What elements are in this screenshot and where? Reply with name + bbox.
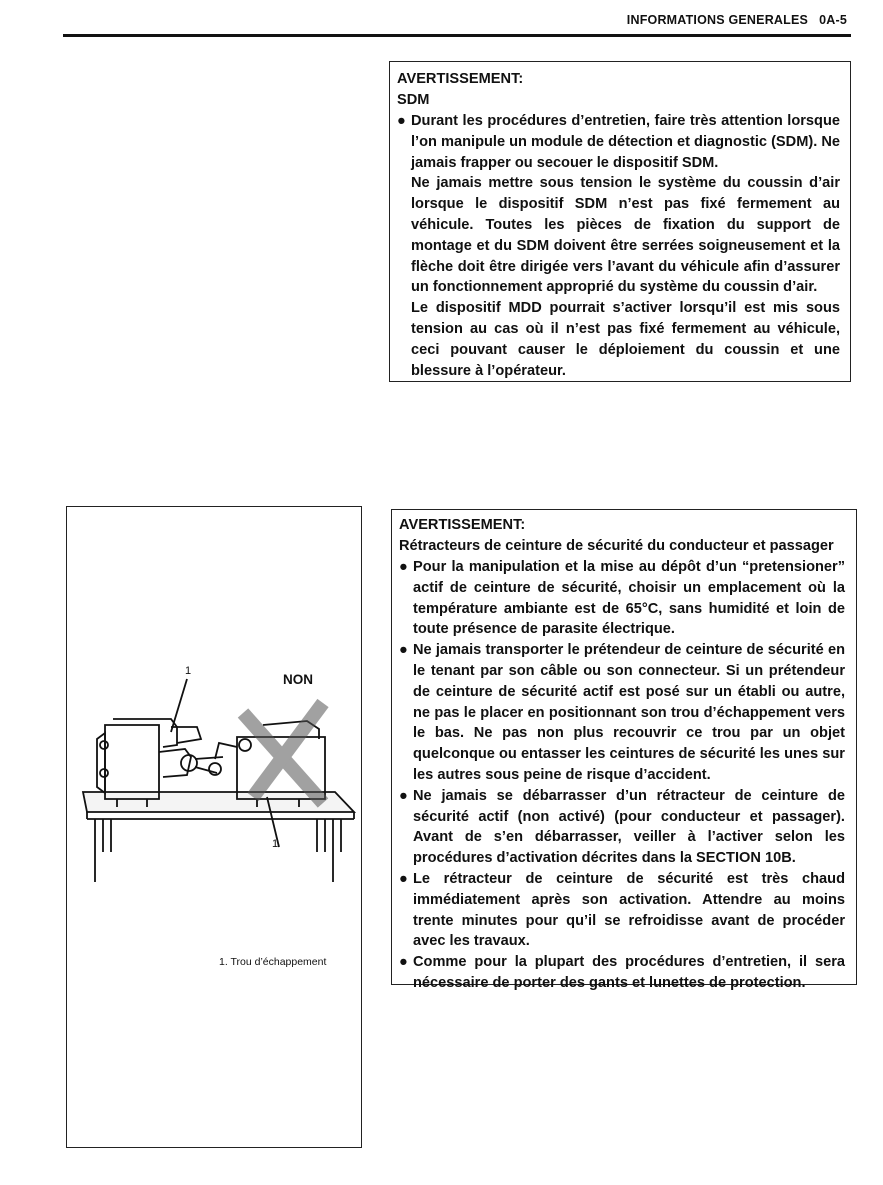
- warning-box-pretensioner: [391, 509, 857, 991]
- warning-bullet-text: Ne jamais se débarrasser d’un rétracteur de ceinture de sécurité actif (non activé) (pour conducteur et passager). Avant de s’en débarrasser, veiller à l’activer selon les procédures d’activation décrites dans la SECTION 10B.: [413, 787, 845, 867]
- bullet-icon: ●: [399, 642, 408, 659]
- warning-subtitle: Rétracteurs de ceinture de sécurité du conducteur et passager: [399, 538, 834, 554]
- callout-label: 1: [185, 665, 192, 677]
- warning-bullet-text: Comme pour la plupart des procédures d’entretien, il sera nécessaire de porter des gants et lunettes de protection.: [413, 954, 845, 991]
- warning-paragraph: Ne jamais mettre sous tension le système du coussin d’air lorsque le dispositif SDM n’est pas fixé fermement au véhicule. Toutes les pièces de fixation du support de montage et du SDM doivent être serrées soigneusement et la flèche doit être dirigée vers l’avant du véhicule afin d’assurer un fonctionnement approprié du système du coussin d’air.: [411, 175, 840, 296]
- warning-subtitle: SDM: [397, 92, 430, 108]
- figure-box: [66, 506, 362, 1148]
- warning-title: AVERTISSEMENT:: [397, 71, 524, 87]
- bullet-icon: ●: [399, 787, 408, 804]
- page-number: 0A-5: [819, 13, 847, 27]
- bullet-icon: ●: [399, 559, 408, 575]
- warning-bullet-text: Le rétracteur de ceinture de sécurité est très chaud immédiatement après son activation. Attendre au moins trente minutes pour qu’il se refroidisse avant de procéder avec les travaux.: [413, 870, 845, 950]
- bullet-icon: ●: [397, 113, 406, 129]
- warning-bullet: [399, 640, 845, 786]
- section-title: INFORMATIONS GENERALES: [626, 13, 809, 27]
- warning-bullet: [399, 952, 845, 994]
- non-label: NON: [283, 672, 313, 687]
- warning-paragraph: Durant les procédures d’entretien, faire très attention lorsque l’on manipule un module de détection et diagnostic (SDM). Ne jamais frapper ou secouer le dispositif SDM.: [411, 113, 840, 171]
- warning-title: AVERTISSEMENT:: [399, 517, 526, 533]
- warning-bullet-text: Pour la manipulation et la mise au dépôt d’un “pretensioner” actif de ceinture de sécurité, choisir un emplacement où la température ambiante est de 65°C, sans humidité et loin de toute présence de parasite électrique.: [413, 559, 845, 638]
- bullet-icon: ●: [399, 870, 408, 887]
- warning-bullet: [399, 557, 845, 640]
- pretensioner-illustration: [67, 507, 363, 1149]
- figure-caption: 1. Trou d’échappement: [219, 956, 327, 968]
- warning-box-sdm: [389, 61, 851, 382]
- warning-bullet: [399, 786, 845, 869]
- page-header: [627, 13, 847, 27]
- warning-bullet: [399, 869, 845, 952]
- warning-bullet-text: Ne jamais transporter le prétendeur de ceinture de sécurité en le tenant par son câble ou son connecteur. Si un prétendeur de ceinture de sécurité actif est posé sur un établi ou autre, ne pas le placer en positionnant son trou d’échappement vers le bas. Ne pas non plus recouvrir ce trou par un objet quelconque ou entasser les ceintures de sécurité les unes sur les autres sous peine de risque d’accident.: [413, 642, 845, 783]
- bullet-icon: ●: [399, 954, 408, 971]
- header-rule: [63, 34, 851, 37]
- warning-paragraph: Le dispositif MDD pourrait s’activer lorsqu’il est mis sous tension au cas où il n’est pas fixé fermement au véhicule, ceci pouvant causer le déploiement du coussin et une blessure à l’opérateur.: [411, 300, 840, 379]
- warning-bullet: [397, 111, 840, 173]
- callout-label: 1: [272, 838, 279, 850]
